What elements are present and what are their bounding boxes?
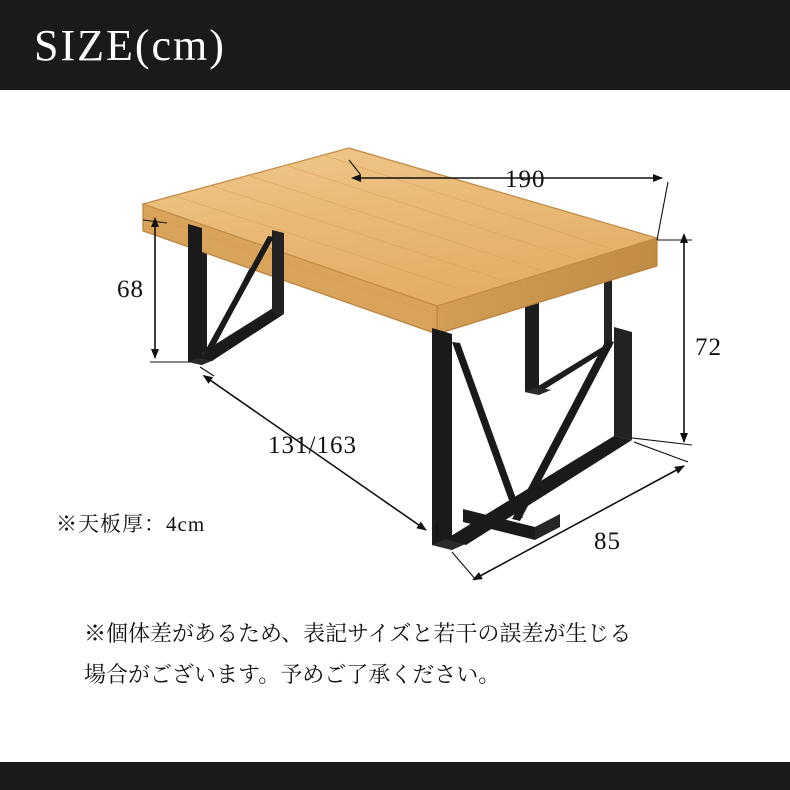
note-disclaimer-line2: 場合がございます。予めご了承ください。 xyxy=(84,661,501,687)
extension-lines-85 xyxy=(452,442,688,580)
dimension-label-131-163: 131/163 xyxy=(268,432,357,459)
dimension-label-190: 190 xyxy=(505,166,546,193)
footer-bar xyxy=(0,762,790,790)
tabletop xyxy=(143,148,657,334)
page-title: SIZE(cm) xyxy=(34,21,226,70)
note-disclaimer xyxy=(84,614,734,695)
note-thickness: ※天板厚：4cm xyxy=(56,512,206,536)
dimension-label-72: 72 xyxy=(695,334,722,361)
dimension-label-85: 85 xyxy=(594,528,621,555)
dimension-label-68: 68 xyxy=(117,276,144,303)
note-disclaimer-line1: ※個体差があるため、表記サイズと若干の誤差が生じる xyxy=(84,621,632,646)
header-bar xyxy=(0,0,790,90)
